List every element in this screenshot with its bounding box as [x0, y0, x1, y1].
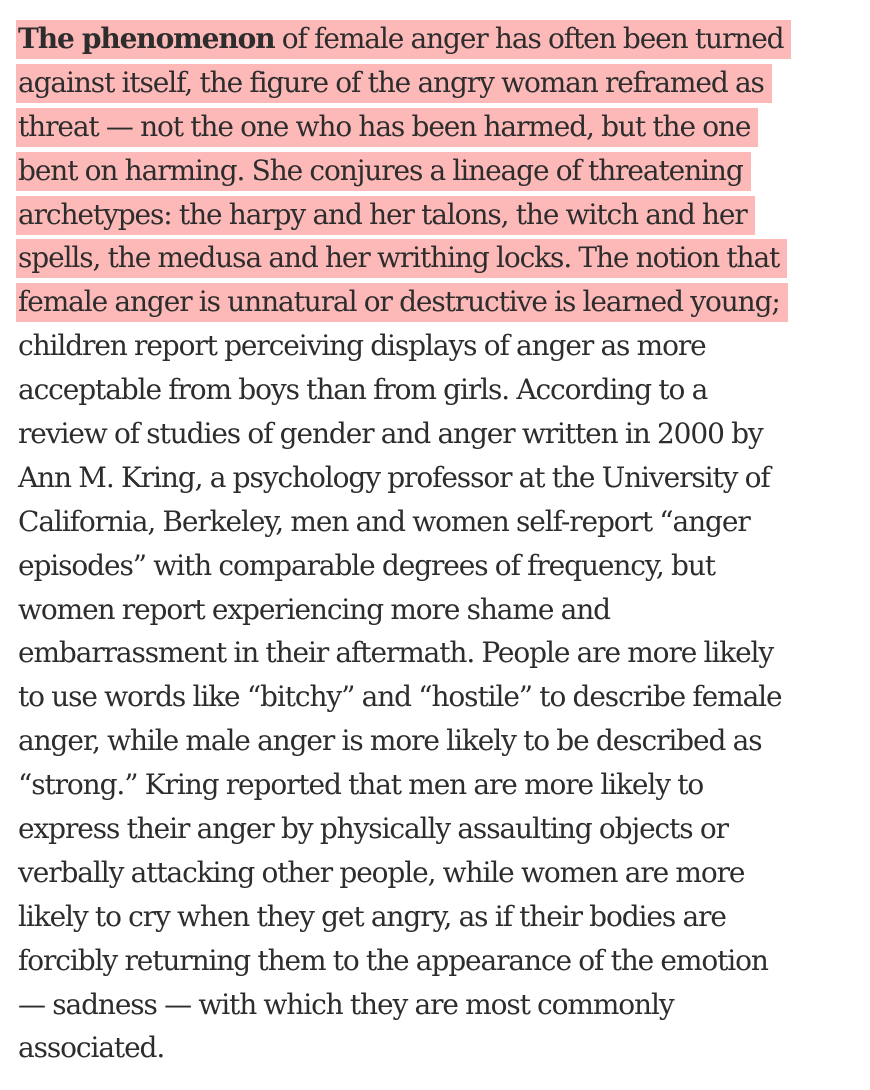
text-line-highlighted [18, 280, 858, 324]
text-line: California, Berkeley, men and women self-report “anger [18, 504, 750, 538]
text-line: to use words like “bitchy” and “hostile” to describe female [18, 680, 782, 714]
article-paragraph [18, 17, 858, 1070]
text-line-highlighted [18, 149, 858, 193]
highlight: threat — not the one who has been harmed, but the one [16, 108, 758, 147]
text-line: express their anger by physically assaulting objects or [18, 812, 728, 846]
text-line: acceptable from boys than from girls. According to a [18, 373, 708, 407]
text-line: review of studies of gender and anger written in 2000 by [18, 417, 763, 451]
highlight: female anger is unnatural or destructive is learned young; [16, 283, 788, 322]
text-line-highlighted [18, 236, 858, 280]
text-line-highlighted [18, 193, 858, 237]
highlight: spells, the medusa and her writhing locks. The notion that [16, 239, 787, 278]
text-line: Ann M. Kring, a psychology professor at the University of [18, 460, 770, 494]
highlight: archetypes: the harpy and her talons, the witch and her [16, 196, 755, 235]
text-line: episodes” with comparable degrees of frequency, but [18, 548, 715, 582]
highlight: against itself, the figure of the angry woman reframed as [16, 64, 772, 103]
highlight [16, 20, 791, 59]
text-line: embarrassment in their aftermath. People are more likely [18, 636, 774, 670]
text-line: “strong.” Kring reported that men are more likely to [18, 768, 704, 802]
line-text: of female anger has often been turned [274, 22, 784, 55]
text-line: women report experiencing more shame and [18, 592, 610, 626]
text-line: — sadness — with which they are most commonly [18, 987, 674, 1021]
highlight: bent on harming. She conjures a lineage of threatening [16, 152, 751, 191]
text-line: likely to cry when they get angry, as if their bodies are [18, 899, 726, 933]
text-line-highlighted [18, 17, 858, 61]
text-line: associated. [18, 1031, 165, 1065]
text-line: forcibly returning them to the appearance of the emotion [18, 943, 768, 977]
text-line: anger, while male anger is more likely to be described as [18, 724, 762, 758]
text-line: children report perceiving displays of anger as more [18, 329, 706, 363]
text-line-highlighted [18, 105, 858, 149]
text-line: verbally attacking other people, while women are more [18, 855, 745, 889]
lead-phrase: The phenomenon [18, 22, 275, 55]
text-line-highlighted [18, 61, 858, 105]
